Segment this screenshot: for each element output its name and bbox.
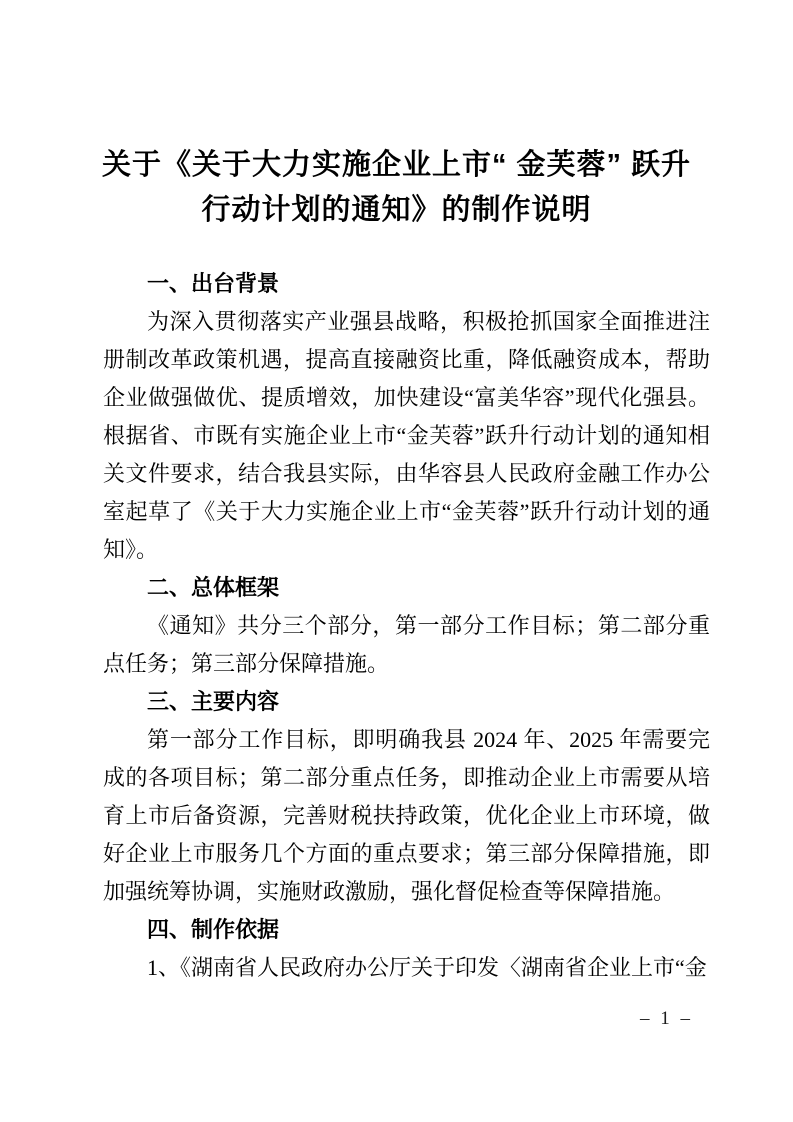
section-heading-basis: 四、制作依据	[147, 917, 280, 942]
paragraph-main-content: 第一部分工作目标，即明确我县 2024 年、2025 年需要完成的各项目标；第二部分重点任务，即推动企业上市需要从培育上市后备资源，完善财税扶持政策，优化企业上市环境，做好企业上市服务几个方面的重点要求；第三部分保障措施，即加强统筹协调，实施财政激励，强化督促检查等保障措施。	[103, 727, 710, 904]
document-title	[60, 143, 733, 233]
section-heading-framework: 二、总体框架	[147, 575, 280, 600]
paragraph-framework: 《通知》共分三个部分，第一部分工作目标；第二部分重点任务；第三部分保障措施。	[103, 613, 710, 676]
document-title-line-1: 关于《关于大力实施企业上市“ 金芙蓉” 跃升	[101, 149, 692, 181]
document-title-line-2: 行动计划的通知》的制作说明	[201, 194, 592, 226]
page-number: – 1 –	[640, 1008, 693, 1029]
paragraph-background: 为深入贯彻落实产业强县战略，积极抢抓国家全面推进注册制改革政策机遇，提高直接融资比重，降低融资成本，帮助企业做强做优、提质增效，加快建设“富美华容”现代化强县。根据省、市既有实施企业上市“金芙蓉”跃升行动计划的通知相关文件要求，结合我县实际，由华容县人民政府金融工作办公室起草了《关于大力实施企业上市“金芙蓉”跃升行动计划的通知》。	[103, 309, 711, 562]
document-body	[103, 265, 710, 987]
section-heading-background: 一、出台背景	[147, 271, 280, 296]
paragraph-basis-item-1: 1、《湖南省人民政府办公厅关于印发〈湖南省企业上市“金	[147, 955, 707, 980]
section-heading-main-content: 三、主要内容	[147, 689, 280, 714]
